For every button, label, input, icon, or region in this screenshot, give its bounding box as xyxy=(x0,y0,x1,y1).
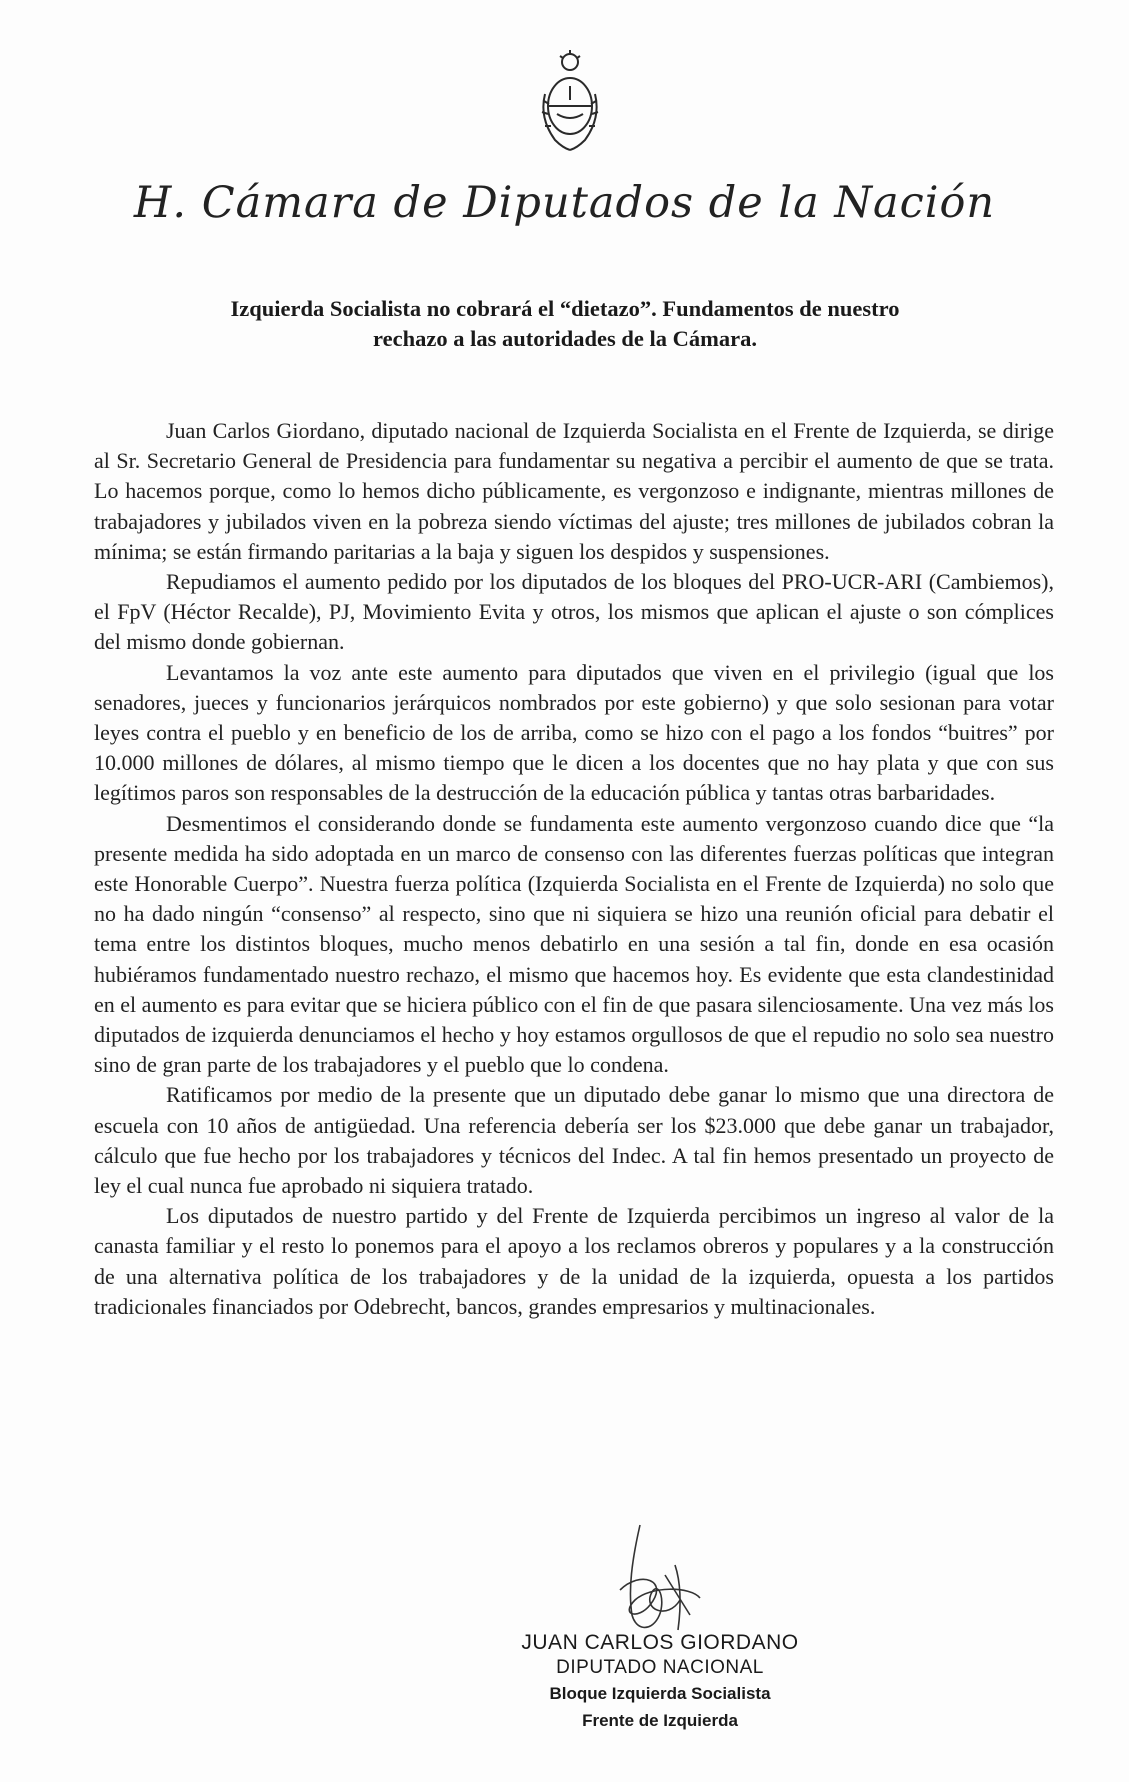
chamber-letterhead: H. Cámara de Diputados de la Nación xyxy=(133,178,996,228)
paragraph: Ratificamos por medio de la presente que un diputado debe ganar lo mismo que una directora de escuela con 10 años de antigüedad. Una referencia debería ser los $23.000 que debe ganar un trabajador, cálculo que fue hecho por los trabajadores y técnicos del Indec. A tal fin hemos presentado un proyecto de ley el cual nunca fue aprobado ni siquiera tratado. xyxy=(94,1082,1054,1199)
handwritten-signature-icon xyxy=(580,1520,730,1640)
national-coat-of-arms-icon xyxy=(535,48,605,158)
paragraph: Los diputados de nuestro partido y del Frente de Izquierda percibimos un ingreso al valor de la canasta familiar y el resto lo ponemos para el apoyo a los reclamos obreros y populares y a la construcción de una alternativa política de los trabajadores y de la unidad de la izquierda, opuesta a los partidos tradicionales financiados por Odebrecht, bancos, grandes empresarios y multinacionales. xyxy=(94,1203,1054,1319)
paragraph: Juan Carlos Giordano, diputado nacional de Izquierda Socialista en el Frente de Izquierda, se dirige al Sr. Secretario General de Presidencia para fundamentar su negativa a percibir el aumento de que se trata. Lo hacemos porque, como lo hemos dicho públicamente, es vergonzoso e indignante, mientras millones de trabajadores y jubilados viven en la pobreza siendo víctimas del ajuste; tres millones de jubilados cobran la mínima; se están firmando paritarias a la baja y siguen los despidos y suspensiones. xyxy=(94,418,1054,564)
headline-line-2: rechazo a las autoridades de la Cámara. xyxy=(373,326,757,351)
signer-role: DIPUTADO NACIONAL xyxy=(556,1657,764,1678)
signer-bloc: Bloque Izquierda Socialista xyxy=(549,1684,771,1703)
paragraph: Repudiamos el aumento pedido por los diputados de los bloques del PRO-UCR-ARI (Cambiemos), el FpV (Héctor Recalde), PJ, Movimiento Evita y otros, los mismos que aplican el ajuste o son cómplices del mismo donde gobiernan. xyxy=(94,569,1054,655)
signer-name: JUAN CARLOS GIORDANO xyxy=(521,1631,799,1654)
headline-line-1: Izquierda Socialista no cobrará el “dietazo”. Fundamentos de nuestro xyxy=(230,296,900,321)
paragraph: Levantamos la voz ante este aumento para diputados que viven en el privilegio (igual que los senadores, jueces y funcionarios jerárquicos nombrados por este gobierno) y que solo sesionan para votar leyes contra el pueblo y en beneficio de los de arriba, como se hizo con el pago a los fondos “buitres” por 10.000 millones de dólares, al mismo tiempo que le dicen a los docentes que no hay plata y que con sus legítimos paros son responsables de la destrucción de la educación pública y tantas otras barbaridades. xyxy=(94,659,1054,806)
letter-body xyxy=(94,416,1054,1322)
paragraph: Desmentimos el considerando donde se fundamenta este aumento vergonzoso cuando dice que “la presente medida ha sido adoptada en un marco de consenso con las diferentes fuerzas políticas que integran este Honorable Cuerpo”. Nuestra fuerza política (Izquierda Socialista en el Frente de Izquierda) no solo que no ha dado ningún “consenso” al respecto, sino que ni siquiera se hizo una reunión oficial para debatir el tema entre los distintos bloques, mucho menos debatirlo en una sesión a tal fin, donde en esa ocasión hubiéramos fundamentado nuestro rechazo, el mismo que hacemos hoy. Es evidente que esta clandestinidad en el aumento es para evitar que se hiciera público con el fin de que pasara silenciosamente. Una vez más los diputados de izquierda denunciamos el hecho y hoy estamos orgullosos de que el repudio no solo sea nuestro sino de gran parte de los trabajadores y el pueblo que lo condena. xyxy=(94,810,1054,1078)
signature-block xyxy=(470,1630,850,1734)
signer-front: Frente de Izquierda xyxy=(582,1711,738,1730)
document-headline xyxy=(130,294,1000,354)
